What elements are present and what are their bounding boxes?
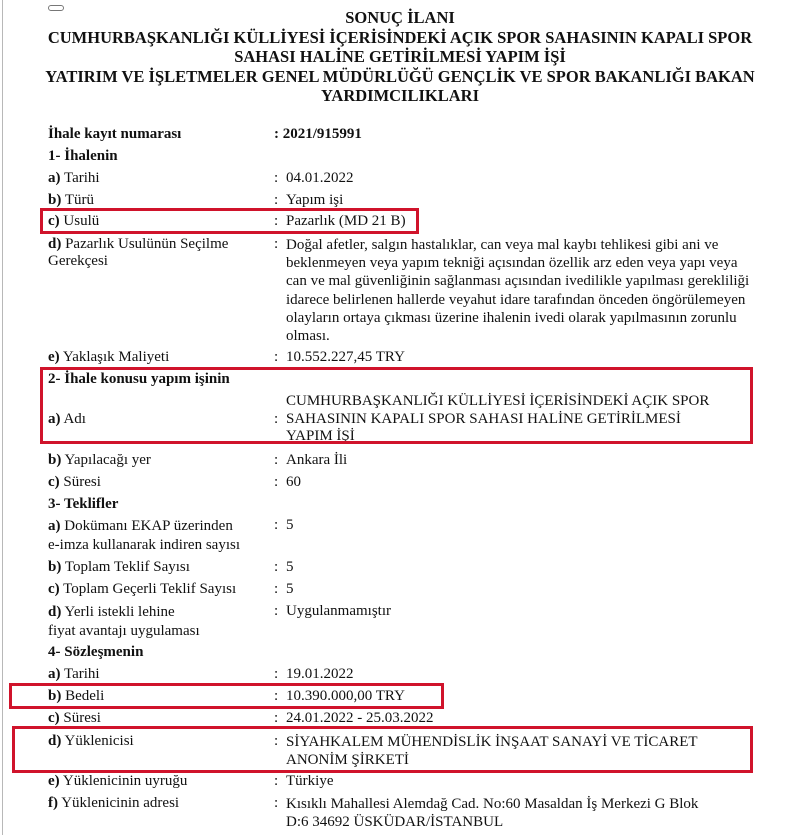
section-2-heading: 2- İhale konusu yapım işinin (48, 371, 230, 387)
work-name-value: CUMHURBAŞKANLIĞI KÜLLİYESİ İÇERİSİNDEKİ AÇIK SPOR SAHASININ KAPALI SPOR SAHASI HALİNE GETİRİLMESİ YAPIM İŞİ (286, 393, 710, 444)
notice-title (0, 8, 800, 106)
record-number-label: İhale kayıt numarası (48, 126, 182, 142)
highlight-box-price (9, 683, 444, 709)
estimated-cost-value: 10.552.227,45 TRY (286, 349, 405, 365)
tender-method-value: Pazarlık (MD 21 B) (286, 213, 406, 229)
title-line: SONUÇ İLANI (345, 8, 455, 27)
title-line: SAHASI HALİNE GETİRİLMESİ YAPIM İŞİ (234, 47, 566, 66)
ekap-download-value: 5 (286, 517, 294, 533)
section-1-heading: 1- İhalenin (48, 148, 118, 164)
work-location-value: Ankara İli (286, 452, 348, 468)
work-duration-value: 60 (286, 474, 301, 490)
highlight-box-contractor (12, 726, 753, 773)
section-4-heading: 4- Sözleşmenin (48, 644, 144, 660)
title-line: YATIRIM VE İŞLETMELER GENEL MÜDÜRLÜĞÜ GENÇLİK VE SPOR BAKANLIĞI BAKAN (45, 66, 755, 86)
highlight-box-work-name (40, 367, 753, 444)
tender-date-value: 04.01.2022 (286, 170, 354, 186)
contract-duration-value: 24.01.2022 - 25.03.2022 (286, 710, 434, 726)
contract-date-value: 19.01.2022 (286, 666, 354, 682)
contractor-value: SİYAHKALEM MÜHENDİSLİK İNŞAAT SANAYİ VE TİCARET ANONİM ŞİRKETİ (286, 734, 698, 768)
page-left-edge (2, 0, 3, 835)
highlight-box-method (40, 208, 419, 234)
tender-type-value: Yapım işi (286, 192, 344, 208)
contract-price-value: 10.390.000,00 TRY (286, 688, 405, 704)
negotiation-reason-value: Doğal afetler, salgın hastalıklar, can veya mal kaybı tehlikesi gibi ani ve beklenmeyen veya yapım tekniği açısından özellik arz eden veya yapı veya can ve mal güvenliğinin sağlanması açısından ivedilikle yapılması gerekliliği idarece belirlenen hallerde veyahut idare tarafından önceden öngörülemeyen olayların ortaya çıkması üzerine ihalenin ivedi olarak yapılmasının zorunlu olması. (286, 237, 750, 345)
title-line: CUMHURBAŞKANLIĞI KÜLLİYESİ İÇERİSİNDEKİ AÇIK SPOR SAHASININ KAPALI SPOR (47, 27, 753, 47)
domestic-advantage-value: Uygulanmamıştır (286, 603, 391, 619)
title-line: YARDIMCILIKLARI (321, 86, 479, 105)
record-number-value: : 2021/915991 (274, 126, 362, 142)
total-offers-value: 5 (286, 559, 294, 575)
contractor-nationality-value: Türkiye (286, 773, 334, 789)
section-3-heading: 3- Teklifler (48, 496, 119, 512)
valid-offers-value: 5 (286, 581, 294, 597)
contractor-address-value: Kısıklı Mahallesi Alemdağ Cad. No:60 Masaldan İş Merkezi G Blok D:6 34692 ÜSKÜDAR/İSTANBUL (286, 796, 699, 830)
